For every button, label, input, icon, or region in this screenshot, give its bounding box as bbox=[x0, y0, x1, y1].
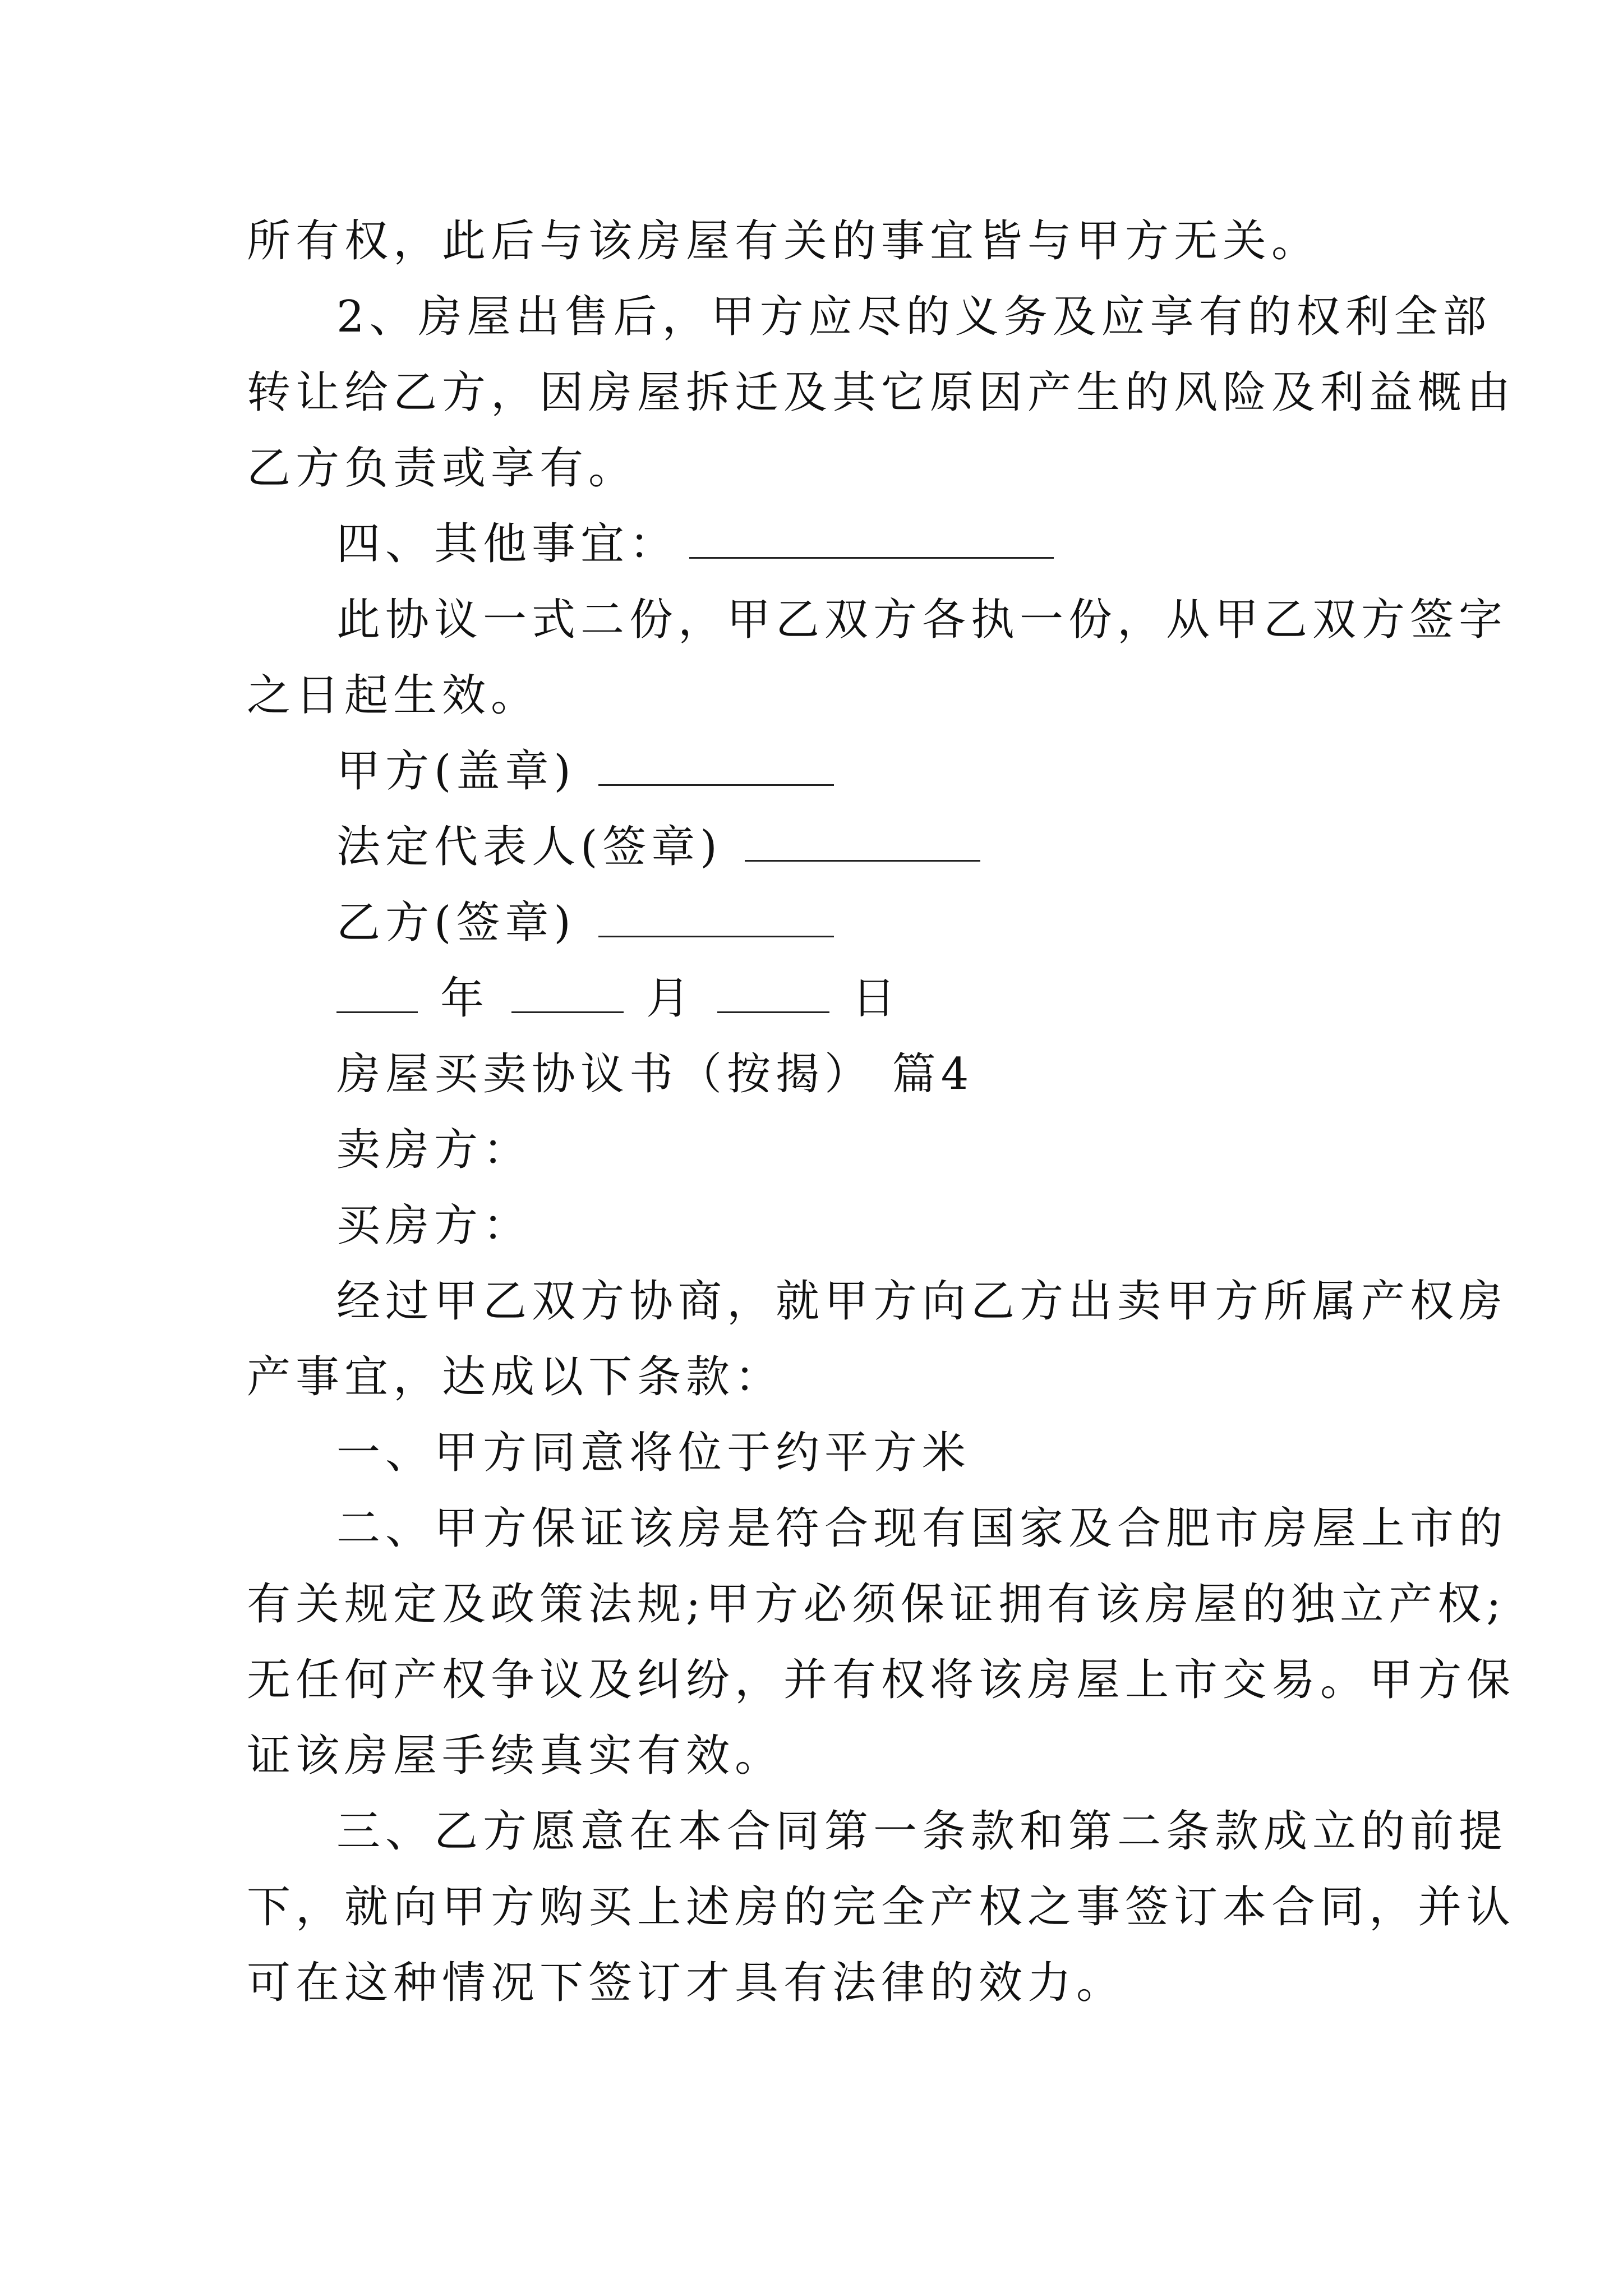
legal-rep-signature-line bbox=[336, 819, 980, 875]
clause-line: 下，就向甲方购买上述房的完全产权之事签订本合同，并认 bbox=[247, 1882, 1516, 1932]
paragraph-line: 此协议一式二份，甲乙双方各执一份，从甲乙双方签字 bbox=[336, 595, 1508, 645]
other-matters-line bbox=[336, 516, 1054, 572]
paragraph-line: 产事宜，达成以下条款： bbox=[247, 1352, 784, 1402]
paragraph-line: 经过甲乙双方协商，就甲方向乙方出卖甲方所属产权房 bbox=[336, 1276, 1508, 1327]
fill-blank bbox=[745, 825, 980, 862]
year-blank bbox=[336, 977, 418, 1013]
party-b-label: 乙方(签章) bbox=[336, 898, 576, 948]
fill-blank bbox=[598, 901, 834, 937]
buyer-label: 买房方： bbox=[336, 1200, 532, 1251]
party-a-label: 甲方(盖章) bbox=[336, 746, 576, 797]
party-b-signature-line bbox=[336, 895, 834, 951]
party-a-signature-line bbox=[336, 743, 834, 799]
paragraph-line: 之日起生效。 bbox=[247, 670, 540, 721]
day-blank bbox=[717, 977, 829, 1013]
clause-line: 可在这种情况下签订才具有法律的效力。 bbox=[247, 1958, 1126, 2008]
paragraph-line: 2、房屋出售后，甲方应尽的义务及应享有的权利全部 bbox=[336, 292, 1492, 342]
seller-label: 卖房方： bbox=[336, 1125, 532, 1175]
month-blank bbox=[511, 977, 624, 1013]
date-line bbox=[336, 970, 901, 1027]
fill-blank bbox=[598, 749, 834, 786]
day-label: 日 bbox=[852, 973, 901, 1024]
year-label: 年 bbox=[440, 973, 490, 1024]
legal-rep-label: 法定代表人(签章) bbox=[336, 822, 722, 872]
fill-blank bbox=[689, 522, 1054, 559]
other-matters-label: 四、其他事宜： bbox=[336, 519, 679, 569]
paragraph-line: 转让给乙方，因房屋拆迁及其它原因产生的风险及利益概由 bbox=[247, 367, 1516, 418]
clause-line: 有关规定及政策法规;甲方必须保证拥有该房屋的独立产权; bbox=[247, 1579, 1506, 1630]
paragraph-line: 乙方负责或享有。 bbox=[247, 443, 638, 494]
clause-line: 三、乙方愿意在本合同第一条款和第二条款成立的前提 bbox=[336, 1806, 1508, 1857]
clause-line: 二、甲方保证该房是符合现有国家及合肥市房屋上市的 bbox=[336, 1503, 1508, 1554]
clause-line: 一、甲方同意将位于约平方米 bbox=[336, 1428, 971, 1478]
clause-line: 无任何产权争议及纠纷，并有权将该房屋上市交易。甲方保 bbox=[247, 1655, 1516, 1705]
month-label: 月 bbox=[646, 973, 695, 1024]
paragraph-line: 所有权，此后与该房屋有关的事宜皆与甲方无关。 bbox=[247, 216, 1321, 266]
clause-line: 证该房屋手续真实有效。 bbox=[247, 1731, 784, 1781]
section-heading: 房屋买卖协议书（按揭） 篇4 bbox=[336, 1049, 974, 1099]
